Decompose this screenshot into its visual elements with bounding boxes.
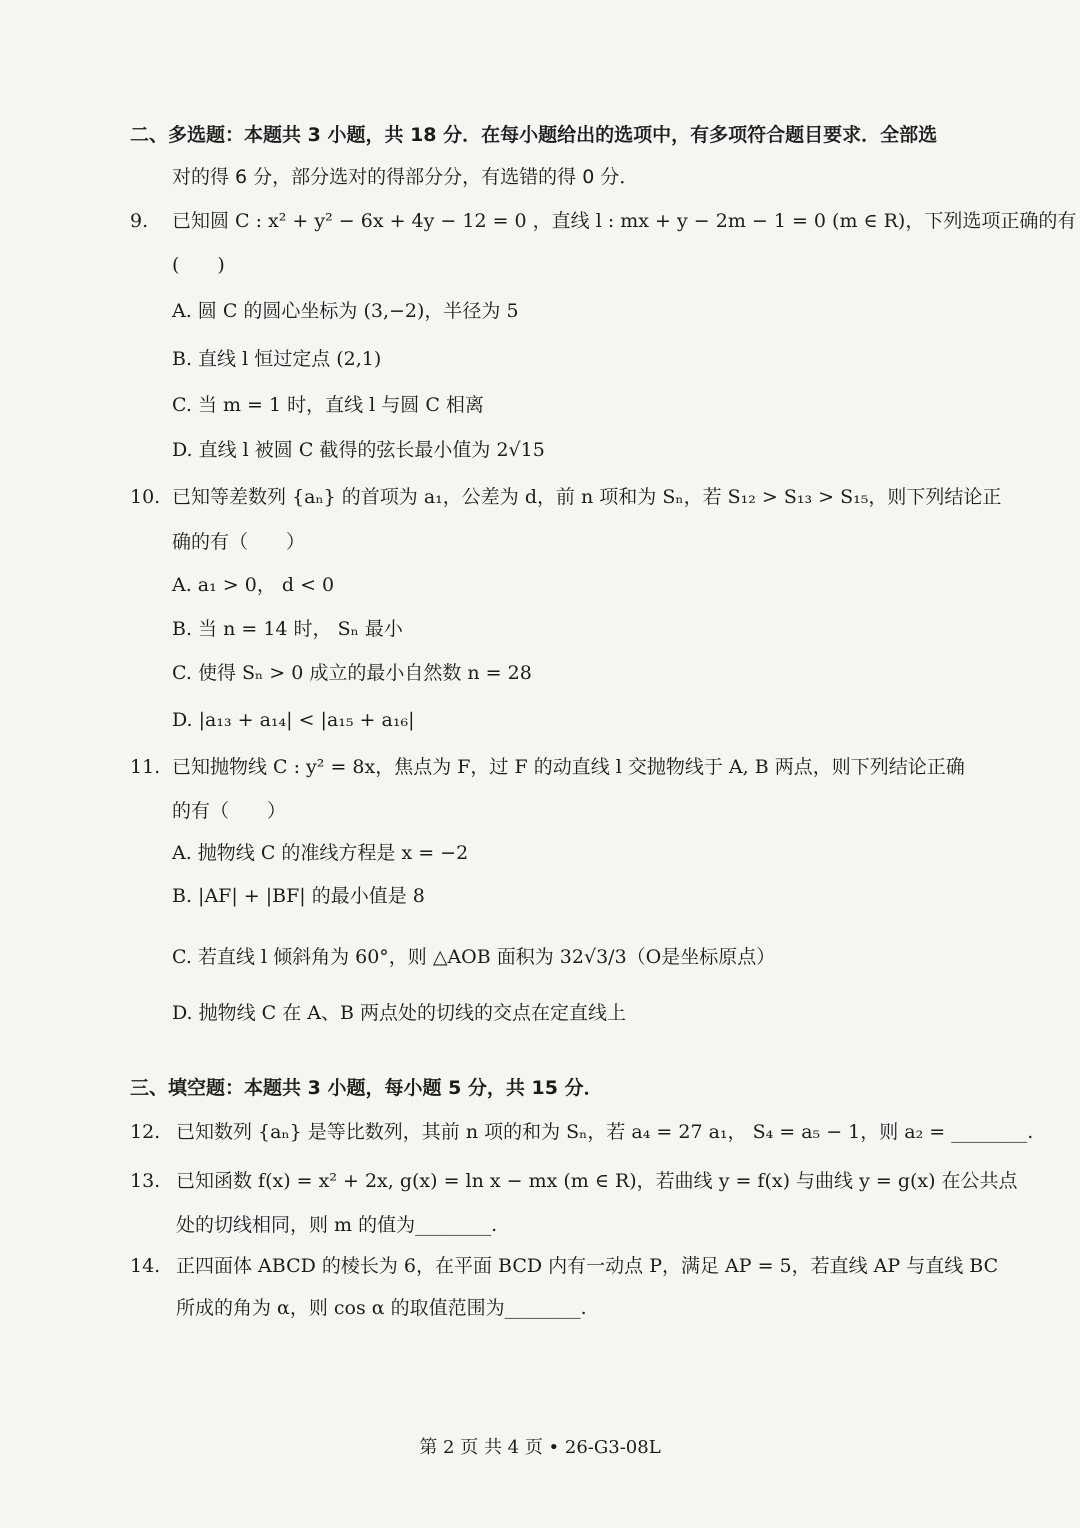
question-10-option-d: D. |a₁₃ + a₁₄| < |a₁₅ + a₁₆| [172, 709, 415, 731]
question-9-option-c: C. 当 m = 1 时，直线 l 与圆 C 相离 [172, 394, 484, 416]
question-13-stem-line2: 处的切线相同，则 m 的值为________. [176, 1214, 498, 1236]
section-2-header-line1: 二、多选题：本题共 3 小题，共 18 分．在每小题给出的选项中，有多项符合题目要求．全部选 [130, 124, 938, 146]
question-11-option-b: B. |AF| + |BF| 的最小值是 8 [172, 885, 425, 907]
question-11-option-d: D. 抛物线 C 在 A、B 两点处的切线的交点在定直线上 [172, 1002, 627, 1024]
question-9-option-a: A. 圆 C 的圆心坐标为 (3,−2)，半径为 5 [172, 300, 519, 322]
question-14-stem-line1: 正四面体 ABCD 的棱长为 6，在平面 BCD 内有一动点 P，满足 AP = 5，若直线 AP 与直线 BC [176, 1255, 999, 1277]
question-9-number: 9. [130, 210, 149, 232]
question-10-number: 10. [130, 486, 161, 508]
question-11-stem-line1: 已知抛物线 C : y² = 8x，焦点为 F，过 F 的动直线 l 交抛物线于 A, B 两点，则下列结论正确 [172, 756, 965, 778]
question-10-stem-line2: 确的有（ ） [172, 531, 306, 553]
question-9-option-b: B. 直线 l 恒过定点 (2,1) [172, 348, 382, 370]
section-3-header: 三、填空题：本题共 3 小题，每小题 5 分，共 15 分． [130, 1077, 603, 1099]
question-9-option-d: D. 直线 l 被圆 C 截得的弦长最小值为 2√15 [172, 439, 545, 461]
question-10-option-a: A. a₁ > 0， d < 0 [172, 574, 335, 596]
question-9-stem-line1: 已知圆 C : x² + y² − 6x + 4y − 12 = 0 ，直线 l : mx + y − 2m − 1 = 0 (m ∈ R)，下列选项正确的有 [172, 210, 1077, 232]
question-9-stem-line2: ( ) [172, 254, 225, 276]
question-10-stem-line1: 已知等差数列 {aₙ} 的首项为 a₁，公差为 d，前 n 项和为 Sₙ，若 S₁₂ > S₁₃ > S₁₅，则下列结论正 [172, 486, 1002, 508]
question-13-stem-line1: 已知函数 f(x) = x² + 2x, g(x) = ln x − mx (m ∈ R)，若曲线 y = f(x) 与曲线 y = g(x) 在公共点 [176, 1170, 1018, 1192]
question-14-stem-line2: 所成的角为 α，则 cos α 的取值范围为________. [176, 1297, 587, 1319]
question-11-option-a: A. 抛物线 C 的准线方程是 x = −2 [172, 842, 469, 864]
question-12-number: 12. [130, 1121, 161, 1143]
question-10-option-b: B. 当 n = 14 时， Sₙ 最小 [172, 618, 403, 640]
section-2-header-line2: 对的得 6 分，部分选对的得部分分，有选错的得 0 分． [172, 166, 639, 188]
question-13-number: 13. [130, 1170, 161, 1192]
page-footer: 第 2 页 共 4 页 • 26-G3-08L [419, 1437, 661, 1458]
question-11-number: 11. [130, 756, 161, 778]
question-11-stem-line2: 的有（ ） [172, 800, 287, 822]
question-12-stem-line1: 已知数列 {aₙ} 是等比数列，其前 n 项的和为 Sₙ，若 a₄ = 27 a₁， S₄ = a₅ − 1，则 a₂ = ________. [176, 1121, 1034, 1143]
question-10-option-c: C. 使得 Sₙ > 0 成立的最小自然数 n = 28 [172, 662, 532, 684]
question-11-option-c: C. 若直线 l 倾斜角为 60°，则 △AOB 面积为 32√3/3（O是坐标原点） [172, 946, 776, 968]
question-14-number: 14. [130, 1255, 161, 1277]
